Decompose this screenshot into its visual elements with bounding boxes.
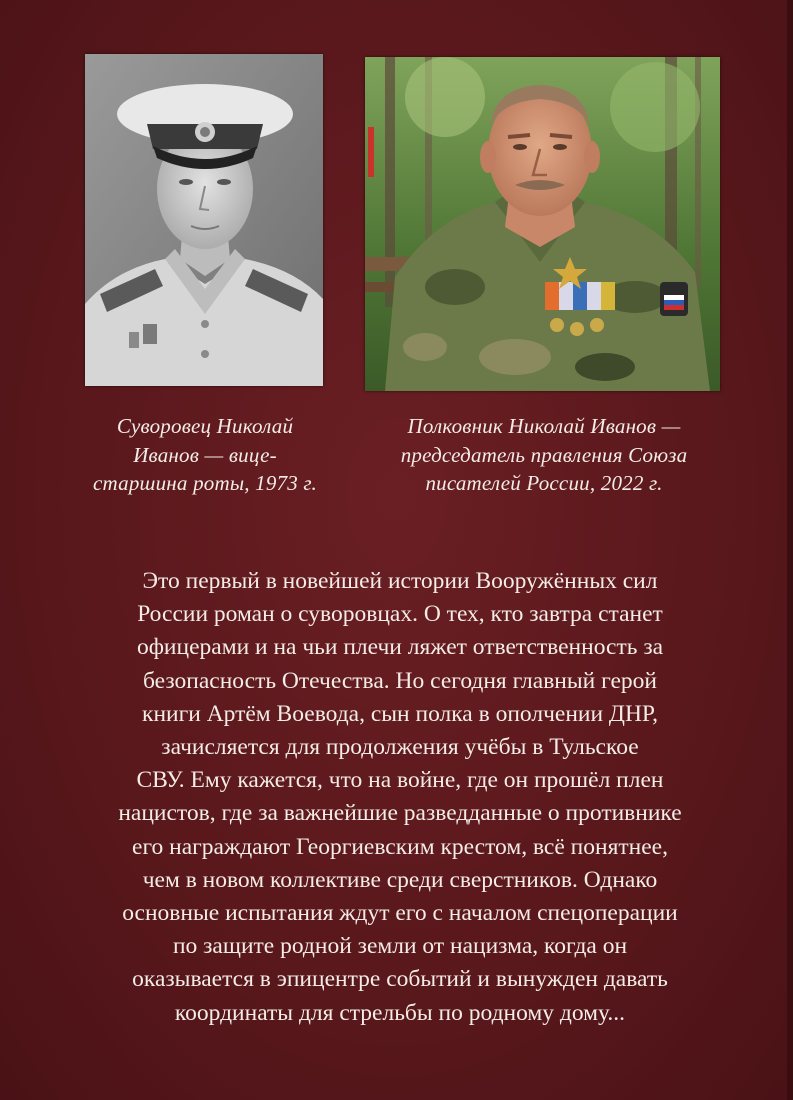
- caption-left-line: Суворовец Николай: [116, 414, 294, 438]
- blurb-line: зачисляется для продолжения учёбы в Тульское: [161, 734, 639, 761]
- blurb-line: основные испытания ждут его с началом спецоперации: [122, 900, 678, 927]
- caption-left-line: Иванов — вице-: [133, 442, 277, 467]
- blurb-line: по защите родной земли от нацизма, когда он: [172, 933, 628, 960]
- blurb-line: координаты для стрельбы по родному дому...: [174, 999, 626, 1026]
- blurb-line: Это первый в новейшей истории Вооружённых сил: [142, 568, 658, 594]
- caption-cadet: [82, 412, 328, 498]
- book-blurb: [50, 565, 750, 1030]
- caption-left-line: старшина роты, 1973 г.: [93, 471, 317, 495]
- blurb-line: России роман о суворовцах. О тех, кто завтра станет: [137, 601, 663, 628]
- cadet-portrait-illustration: [85, 54, 323, 386]
- blurb-line: безопасность Отечества. Но сегодня главный герой: [143, 667, 657, 694]
- caption-right-line: писателей России, 2022 г.: [425, 471, 663, 495]
- blurb-line: нацистов, где за важнейшие разведданные о противнике: [118, 800, 682, 827]
- cadet-portrait-photo: [85, 54, 323, 386]
- blurb-line: книги Артём Воевода, сын полка в ополчении ДНР,: [142, 700, 658, 727]
- colonel-portrait-photo: [365, 57, 720, 391]
- blurb-line: офицерами и на чьи плечи ляжет ответственность за: [136, 634, 664, 661]
- blurb-line: чем в новом коллективе среди сверстников. Однако: [142, 866, 658, 893]
- colonel-portrait-illustration: [365, 57, 720, 391]
- blurb-line: СВУ. Ему кажется, что на войне, где он прошёл плен: [136, 767, 664, 794]
- caption-right-line: Полковник Николай Иванов —: [407, 414, 681, 438]
- caption-right-line: председатель правления Союза: [400, 442, 688, 467]
- blurb-line: его награждают Георгиевским крестом, всё понятнее,: [132, 833, 668, 860]
- blurb-line: оказывается в эпицентре событий и вынужден давать: [132, 966, 668, 993]
- caption-colonel: [360, 412, 728, 498]
